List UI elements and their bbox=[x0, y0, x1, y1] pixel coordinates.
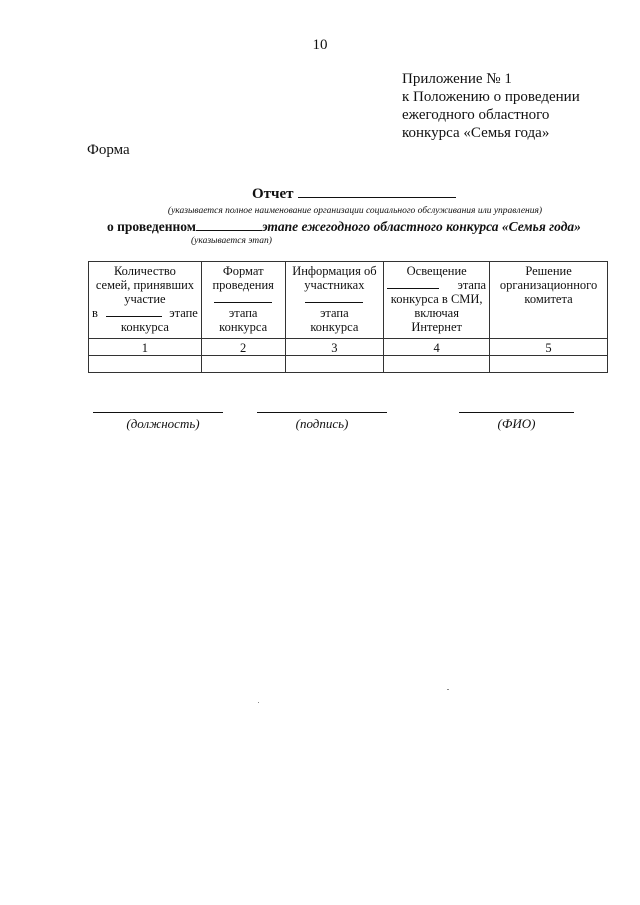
report-table bbox=[88, 261, 608, 373]
col1-line2: семей, принявших bbox=[95, 278, 195, 292]
table-cell-participants[interactable] bbox=[285, 356, 384, 373]
table-header-row bbox=[89, 262, 608, 339]
col3-blank bbox=[305, 292, 363, 303]
appendix-block bbox=[402, 70, 580, 142]
header-media-coverage bbox=[384, 262, 490, 339]
stage-blank bbox=[196, 220, 262, 231]
col4-line2 bbox=[387, 278, 486, 292]
col4-line1: Освещение bbox=[406, 264, 467, 278]
col4-line5: Интернет bbox=[411, 320, 462, 334]
col-number-5: 5 bbox=[490, 339, 608, 356]
col4-line2-post: этапа bbox=[457, 278, 487, 292]
hint-organization: (указывается полное наименование организации социального обслуживания или управления) bbox=[167, 206, 543, 216]
signature-label: (подпись) bbox=[295, 416, 349, 431]
appendix-line-3: ежегодного областного bbox=[402, 107, 550, 123]
report-title bbox=[252, 185, 456, 203]
table-cell-decision[interactable] bbox=[490, 356, 608, 373]
report-subtitle bbox=[107, 219, 581, 235]
col1-line4-post: этапе bbox=[169, 306, 198, 320]
fullname-label: (ФИО) bbox=[497, 416, 536, 431]
subtitle-suffix: этапе ежегодного областного конкурса «Семья года» bbox=[262, 219, 581, 234]
col4-line4: включая bbox=[414, 306, 459, 320]
col2-line2: проведения bbox=[212, 278, 274, 292]
col2-blank bbox=[214, 292, 272, 303]
fullname-signature-line[interactable] bbox=[459, 411, 574, 413]
col3-line2: участниках bbox=[304, 278, 365, 292]
col4-line3: конкурса в СМИ, bbox=[390, 292, 483, 306]
col5-line3: комитета bbox=[524, 292, 573, 306]
header-families-count bbox=[89, 262, 202, 339]
page-number: 10 bbox=[312, 37, 328, 53]
appendix-line-2: к Положению о проведении bbox=[402, 89, 580, 105]
report-title-text: Отчет bbox=[252, 186, 294, 202]
col-number-3: 3 bbox=[285, 339, 384, 356]
col4-blank bbox=[387, 278, 439, 289]
col1-line4-pre: в bbox=[92, 306, 98, 320]
position-label: (должность) bbox=[126, 416, 200, 431]
col1-line1: Количество bbox=[113, 264, 176, 278]
col2-line3: этапа bbox=[228, 306, 258, 320]
header-participants-info bbox=[285, 262, 384, 339]
col-number-1: 1 bbox=[89, 339, 202, 356]
col-number-4: 4 bbox=[384, 339, 490, 356]
col2-line4: конкурса bbox=[219, 320, 268, 334]
scan-speck bbox=[447, 689, 449, 690]
hint-stage: (указывается этап) bbox=[191, 236, 272, 246]
table-cell-media[interactable] bbox=[384, 356, 490, 373]
col1-line4 bbox=[92, 306, 198, 320]
table-cell-families[interactable] bbox=[89, 356, 202, 373]
subtitle-prefix: о проведенном bbox=[107, 219, 196, 234]
form-label: Форма bbox=[87, 142, 130, 158]
signature-line[interactable] bbox=[257, 411, 387, 413]
col-number-2: 2 bbox=[201, 339, 285, 356]
scan-speck bbox=[258, 702, 259, 703]
col5-line2: организационного bbox=[499, 278, 598, 292]
appendix-line-4: конкурса «Семья года» bbox=[402, 125, 550, 141]
col3-line4: конкурса bbox=[310, 320, 359, 334]
table-cell-format[interactable] bbox=[201, 356, 285, 373]
col1-line3: участие bbox=[124, 292, 166, 306]
col3-line1: Информация об bbox=[292, 264, 377, 278]
report-org-blank bbox=[298, 185, 456, 198]
col3-line3: этапа bbox=[320, 306, 349, 320]
position-signature-line[interactable] bbox=[93, 411, 223, 413]
appendix-line-1: Приложение № 1 bbox=[402, 71, 512, 87]
col1-line5: конкурса bbox=[120, 320, 169, 334]
table-row bbox=[89, 356, 608, 373]
col2-line1: Формат bbox=[222, 264, 264, 278]
table-number-row bbox=[89, 339, 608, 356]
col1-blank bbox=[106, 306, 162, 317]
header-committee-decision bbox=[490, 262, 608, 339]
col5-line1: Решение bbox=[525, 264, 572, 278]
header-format bbox=[201, 262, 285, 339]
